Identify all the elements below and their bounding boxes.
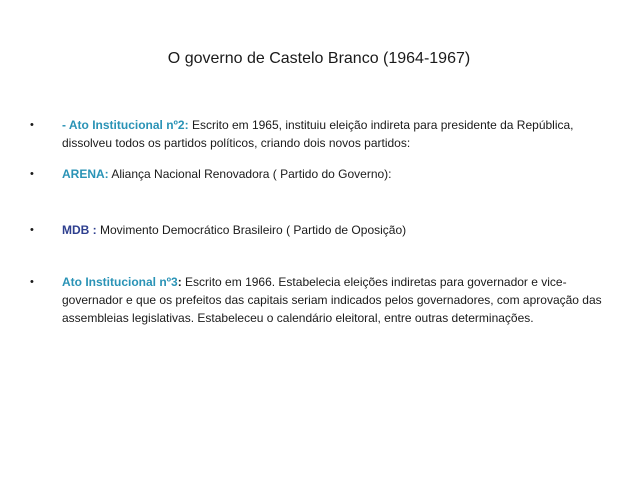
bullet-heading: ARENA: <box>62 167 109 181</box>
bullet-body: Escrito em 1965, instituiu eleição indireta para presidente da República, dissolveu todos os partidos políticos, criando dois novos partidos: <box>62 118 574 150</box>
bullet-text <box>62 221 610 239</box>
bullet-body: Escrito em 1966. Estabelecia eleições indiretas para governador e vice-governador e que os prefeitos das capitais seriam indicados pelos governadores, com aprovação das assembleias legislativas. Estabeleceu o calendário eleitoral, entre outras determinações. <box>62 275 602 325</box>
bullet-heading-colon: : <box>177 275 182 289</box>
bullet-dot: • <box>30 224 34 236</box>
bullet-body: Aliança Nacional Renovadora ( Partido do Governo): <box>108 167 392 181</box>
bullet-dot: • <box>30 119 34 131</box>
bullet-heading: - Ato Institucional nº2: <box>62 118 189 132</box>
bullet-ato-institucional-3 <box>30 273 610 327</box>
bullet-body: Movimento Democrático Brasileiro ( Partido de Oposição) <box>96 223 407 237</box>
bullet-mdb <box>30 221 610 239</box>
bullet-dot: • <box>30 168 34 180</box>
bullet-arena <box>30 165 610 183</box>
bullet-dot: • <box>30 276 34 288</box>
bullet-text <box>62 273 610 327</box>
bullet-heading: Ato Institucional nº3 <box>62 275 178 289</box>
bullet-text <box>62 165 610 183</box>
bullet-ato-institucional-2 <box>30 116 610 152</box>
bullet-heading: MDB : <box>62 223 97 237</box>
bullet-text <box>62 116 610 152</box>
slide-title: O governo de Castelo Branco (1964-1967) <box>167 50 471 67</box>
